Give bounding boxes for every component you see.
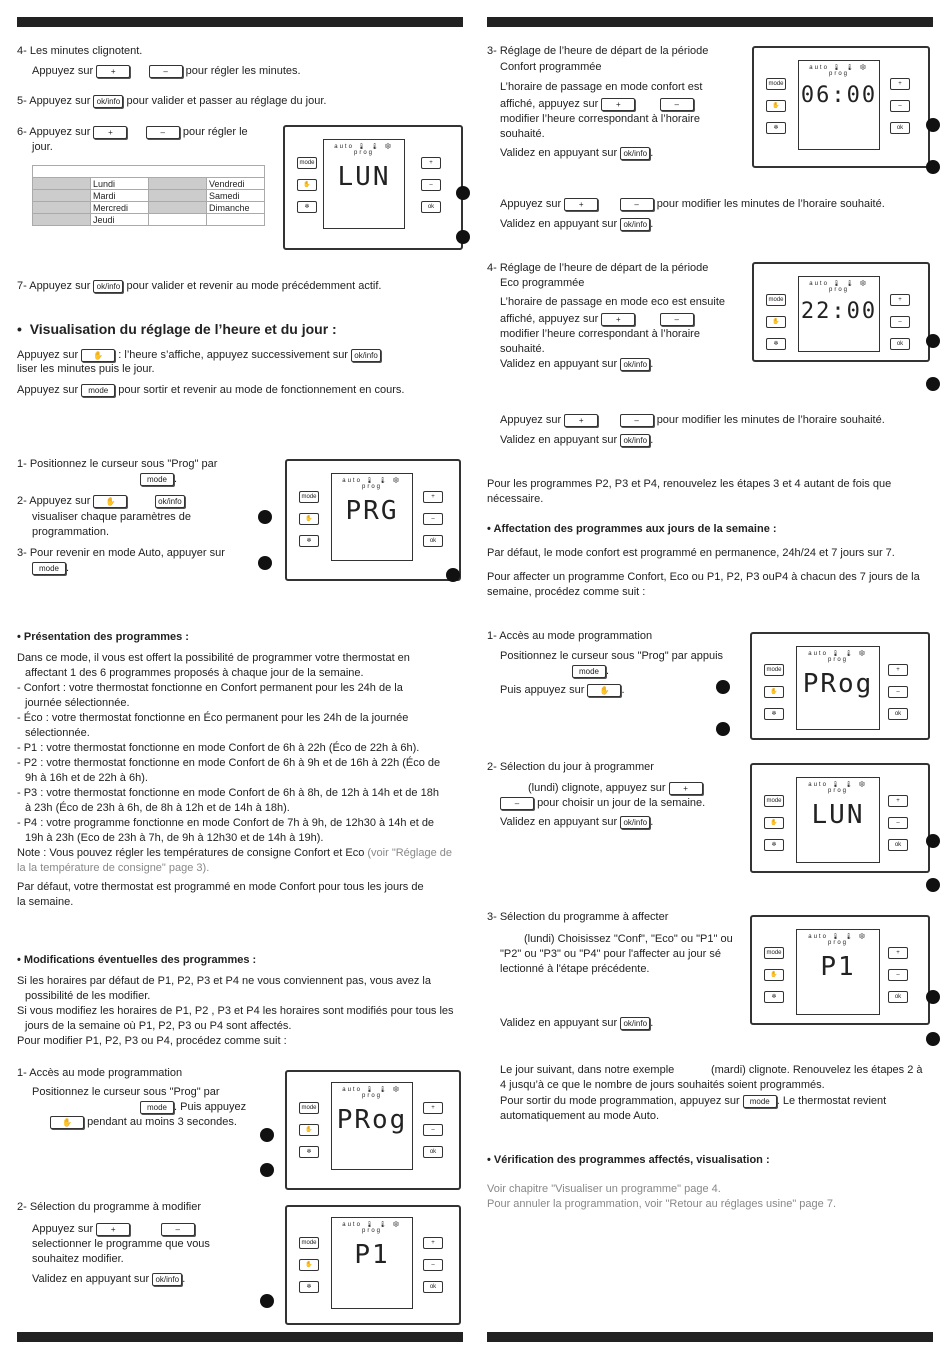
vis-line1: Appuyez sur ✋ : l’heure s’affiche, appuyez successivement sur ok/info (17, 348, 381, 363)
a-step-1: 1- Accès au mode programmation (487, 630, 653, 642)
r-step-4f: souhaité. (500, 343, 545, 355)
ok-info-button[interactable]: ok/info (620, 218, 650, 231)
hand-button-icon: ✋ (764, 686, 784, 698)
mode-button[interactable]: mode (81, 384, 115, 397)
display-text: PRG (345, 496, 399, 526)
fan-button-icon: ❄ (297, 201, 317, 213)
step-dot (926, 160, 940, 174)
hand-button-icon: ✋ (299, 1124, 319, 1136)
r-step-4h: Appuyez sur + – pour modifier les minutes de l’horaire souhaité. (500, 414, 885, 426)
minus-button-icon: – (888, 969, 908, 981)
pres-line: 9h à 16h et de 22h à 6h). (25, 772, 148, 784)
aff-text-2: Pour affecter un programme Confort, Eco ou P1, P2, P3 ouP4 à chacun des 7 jours de la (487, 571, 920, 583)
pres-line: - P4 : votre programme fonctionne en mode Confort de 7h à 9h, de 12h30 à 14h et de (17, 817, 435, 829)
plus-button-icon: + (888, 795, 908, 807)
r-step-4g: Validez en appuyant sur ok/info . (500, 358, 654, 370)
hand-button-icon: ✋ (764, 969, 784, 981)
step-7: 7- Appuyez sur ok/info pour valider et revenir au mode précédemment actif. (17, 280, 382, 292)
mode-button: mode (764, 664, 784, 676)
ok-info-button[interactable]: ok/info (93, 95, 123, 108)
ok-info-button: ok (888, 991, 908, 1003)
ok-info-button: ok (423, 535, 443, 547)
a-step-3c: "P2" ou "P3" ou "P4" pour l'affecter au jour sé (500, 948, 722, 960)
section-title: • Présentation des programmes : (17, 631, 189, 643)
step-dot (716, 680, 730, 694)
display-text: PRog (802, 669, 874, 699)
r-step-3e: modifier l’heure correspondant à l’horaire (500, 113, 700, 125)
step-6b: jour. (32, 141, 53, 153)
mode-button: mode (297, 157, 317, 169)
pres-line: - P3 : votre thermostat fonctionne en mode Confort de 6h à 8h, de 12h à 14h et de 18h (17, 787, 439, 799)
mode-button: mode (766, 78, 786, 90)
mod-step-1c: mode . Puis appuyez (140, 1100, 246, 1115)
hand-button-icon[interactable]: ✋ (93, 495, 127, 508)
a-step-1d: Puis appuyez sur ✋ . (500, 684, 625, 696)
aff-text-3: semaine, procédez comme suit : (487, 586, 646, 598)
thermostat-illustration: auto 🌡 🌡 ❄ prog LUN mode ✋ ❄ + – ok (750, 763, 930, 873)
mode-button: mode (299, 491, 319, 503)
mod-line: Si les horaires par défaut de P1, P2, P3 et P4 ne vous conviennent pas, vous avez la (17, 975, 431, 987)
display-text: 06:00 (800, 83, 878, 108)
step-dot (926, 834, 940, 848)
mode-button[interactable]: mode (140, 1101, 174, 1114)
ok-info-button: ok (423, 1281, 443, 1293)
fan-button-icon: ❄ (299, 535, 319, 547)
pres-line: affectant 1 des 6 programmes proposés à chaque jour de la semaine. (25, 667, 364, 679)
minus-button-icon: – (888, 686, 908, 698)
mod-line: possibilité de les modifier. (25, 990, 151, 1002)
mode-button: mode (299, 1102, 319, 1114)
r-step-3c: L’horaire de passage en mode confort est (500, 81, 703, 93)
hand-button-icon: ✋ (297, 179, 317, 191)
pres-line: sélectionnée. (25, 727, 90, 739)
r-step-4: 4- Réglage de l’heure de départ de la période (487, 262, 709, 274)
plus-button-icon[interactable]: + (96, 1223, 130, 1236)
step-dot (456, 186, 470, 200)
mode-button[interactable]: mode (32, 562, 66, 575)
pres-line: Dans ce mode, il vous est offert la possibilité de programmer votre thermostat en (17, 652, 410, 664)
r-step-3h: Appuyez sur + – pour modifier les minutes de l’horaire souhaité. (500, 198, 885, 210)
day-cell: Lundi (91, 178, 149, 190)
r-step-3f: souhaité. (500, 128, 545, 140)
r-step-4c: L’horaire de passage en mode eco est ensuite (500, 296, 726, 308)
fan-button-icon: ❄ (764, 839, 784, 851)
ok-info-button[interactable]: ok/info (620, 434, 650, 447)
minus-button-icon: – (423, 1259, 443, 1271)
mod-line: Si vous modifiez les horaires de P1, P2 , P3 et P4 les horaires sont modifiés pour tous les (17, 1005, 454, 1017)
pres-line: - P1 : votre thermostat fonctionne en mode Confort de 6h à 22h (Éco de 22h à 6h). (17, 742, 420, 754)
ok-info-button[interactable]: ok/info (620, 816, 650, 829)
step-dot (258, 510, 272, 524)
mod-step-2a: Appuyez sur + – (32, 1222, 258, 1237)
plus-button-icon: + (890, 294, 910, 306)
ok-info-button[interactable]: ok/info (351, 349, 381, 362)
prog-step-1b: mode . (140, 472, 177, 487)
section-title: • Vérification des programmes affectés, visualisation : (487, 1154, 770, 1166)
ok-info-button[interactable]: ok/info (155, 495, 185, 508)
a-step-3d: lectionné à l'étape précédente. (500, 963, 650, 975)
vis-line2: Appuyez sur mode pour sortir et revenir au mode de fonctionnement en cours. (17, 384, 405, 396)
default-text-2: la semaine. (17, 896, 74, 908)
a-step-2c: – pour choisir un jour de la semaine. (500, 796, 705, 811)
mode-button: mode (766, 294, 786, 306)
minus-button-icon[interactable]: – (620, 198, 654, 211)
r-step-4e: modifier l’heure correspondant à l’horaire (500, 328, 700, 340)
next-day-text: Le jour suivant, dans notre exemple (mardi) clignote. Renouvelez les étapes 2 à (500, 1064, 923, 1076)
aff-text: Par défaut, le mode confort est programmé en permanence, 24h/24 et 7 jours sur 7. (487, 547, 895, 559)
thermostat-illustration: auto 🌡 🌡 ❄ prog PRG mode ✋ ❄ + – ok (285, 459, 461, 581)
prog-step-2b: visualiser chaque paramètres de (32, 511, 191, 523)
section-title: • Visualisation du réglage de l’heure et du jour : (17, 321, 337, 337)
a-step-3: 3- Sélection du programme à affecter (487, 911, 669, 923)
display-text: 22:00 (800, 299, 878, 324)
plus-button-icon: + (888, 664, 908, 676)
mode-button[interactable]: mode (140, 473, 174, 486)
step-dot (926, 990, 940, 1004)
plus-button-icon[interactable]: + (601, 98, 635, 111)
day-cell: Dimanche (207, 202, 265, 214)
ver-text-2: Pour annuler la programmation, voir "Retour au réglages usine" page 7. (487, 1198, 837, 1210)
next-day-text-3: Pour sortir du mode programmation, appuyez sur mode . Le thermostat revient (500, 1095, 887, 1107)
r-step-4i: Validez en appuyant sur ok/info . (500, 434, 654, 446)
ok-info-button[interactable]: ok/info (152, 1273, 182, 1286)
step-4: 4- Les minutes clignotent. (17, 45, 143, 57)
r-step-3i: Validez en appuyant sur ok/info . (500, 218, 654, 230)
plus-button-icon[interactable]: + (93, 126, 127, 139)
mod-step-1b: Positionnez le curseur sous "Prog" par (32, 1086, 220, 1098)
top-bar-left (17, 17, 463, 27)
minus-button-icon[interactable]: – (620, 414, 654, 427)
default-text: Par défaut, votre thermostat est programmé en mode Confort pour tous les jours de (17, 881, 424, 893)
day-cell: Samedi (207, 190, 265, 202)
plus-button-icon: + (890, 78, 910, 90)
pres-line: journée sélectionnée. (25, 697, 130, 709)
mod-step-2: 2- Sélection du programme à modifier (17, 1201, 202, 1213)
days-table (32, 165, 265, 226)
ok-info-button: ok (421, 201, 441, 213)
step-dot (258, 556, 272, 570)
day-cell: Mercredi (91, 202, 149, 214)
day-cell: Mardi (91, 190, 149, 202)
minus-button-icon[interactable]: – (161, 1223, 195, 1236)
step-4b: Appuyez sur + – pour régler les minutes. (32, 65, 301, 77)
step-dot (260, 1294, 274, 1308)
a-step-2b: (lundi) clignote, appuyez sur + (528, 781, 703, 796)
minus-button-icon: – (890, 100, 910, 112)
next-day-text-2: 4 jusqu’à ce que le nombre de jours souhaités soient programmés. (500, 1079, 825, 1091)
hand-button-icon[interactable]: ✋ (587, 684, 621, 697)
minus-button-icon: – (421, 179, 441, 191)
step-5: 5- Appuyez sur ok/info pour valider et passer au réglage du jour. (17, 95, 327, 107)
hand-button-icon: ✋ (766, 316, 786, 328)
ok-info-button[interactable]: ok/info (620, 358, 650, 371)
minus-button-icon: – (423, 513, 443, 525)
ok-info-button[interactable]: ok/info (93, 280, 123, 293)
note-cont: la la température de consigne" page 3). (17, 862, 210, 874)
minus-button-icon[interactable]: – (500, 797, 534, 810)
r-step-3b: Confort programmée (500, 61, 602, 73)
prog-step-1: 1- Positionnez le curseur sous "Prog" par (17, 458, 218, 470)
a-step-2d: Validez en appuyant sur ok/info . (500, 816, 654, 828)
mod-line: jours de la semaine où P1, P2, P3 ou P4 sont affectés. (25, 1020, 292, 1032)
pres-line: - Confort : votre thermostat fonctionne en Confort permanent pour les 24h de la (17, 682, 403, 694)
minus-button-icon: – (890, 316, 910, 328)
day-cell: Jeudi (91, 214, 149, 226)
plus-button-icon[interactable]: + (564, 414, 598, 427)
minus-button-icon[interactable]: – (149, 65, 183, 78)
step-dot (926, 1032, 940, 1046)
step-dot (926, 377, 940, 391)
mode-button[interactable]: mode (572, 665, 606, 678)
repeat-text-2: nécessaire. (487, 493, 544, 505)
plus-button-icon[interactable]: + (564, 198, 598, 211)
fan-button-icon: ❄ (764, 991, 784, 1003)
step-6: 6- Appuyez sur + – pour régler le (17, 126, 248, 138)
ver-text: Voir chapitre "Visualiser un programme" page 4. (487, 1183, 721, 1195)
section-title: • Modifications éventuelles des programmes : (17, 954, 257, 966)
mod-line: Pour modifier P1, P2, P3 ou P4, procédez comme suit : (17, 1035, 287, 1047)
mod-step-2d: Validez en appuyant sur ok/info . (32, 1273, 186, 1285)
plus-button-icon: + (888, 947, 908, 959)
step-dot (456, 230, 470, 244)
step-dot (716, 722, 730, 736)
r-step-4d: affiché, appuyez sur + – (500, 312, 694, 327)
repeat-text: Pour les programmes P2, P3 et P4, renouvelez les étapes 3 et 4 autant de fois que (487, 478, 892, 490)
a-step-1b: Positionnez le curseur sous "Prog" par appuis (500, 650, 724, 662)
top-bar-right (487, 17, 933, 27)
plus-button-icon: + (423, 1102, 443, 1114)
fan-button-icon: ❄ (764, 708, 784, 720)
hand-button-icon: ✋ (764, 817, 784, 829)
mode-button: mode (764, 947, 784, 959)
mod-block (17, 974, 463, 1049)
vis-line1b: liser les minutes puis le jour. (17, 363, 155, 375)
minus-button-icon[interactable]: – (660, 98, 694, 111)
mod-step-2c: souhaitez modifier. (32, 1253, 124, 1265)
mode-button[interactable]: mode (743, 1095, 777, 1108)
pres-line: à 23h (Éco de 23h à 6h, de 8h à 12h et de 14h à 18h). (25, 802, 290, 814)
display-text: P1 (820, 952, 856, 982)
plus-button-icon[interactable]: + (601, 313, 635, 326)
hand-button-icon[interactable]: ✋ (81, 349, 115, 362)
mod-step-2b: selectionner le programme que vous (32, 1238, 210, 1250)
a-step-1c: mode . (572, 664, 609, 679)
ok-info-button: ok (890, 122, 910, 134)
hand-button-icon[interactable]: ✋ (50, 1116, 84, 1129)
pres-line: - P2 : votre thermostat fonctionne en mode Confort de 6h à 9h et de 16h à 22h (Éco de (17, 757, 441, 769)
thermostat-illustration: auto 🌡 🌡 ❄ prog 06:00 mode ✋ ❄ + – ok (752, 46, 930, 168)
ok-info-button[interactable]: ok/info (620, 1017, 650, 1030)
fan-button-icon: ❄ (766, 338, 786, 350)
step-dot (446, 568, 460, 582)
thermostat-illustration: auto 🌡 🌡 ❄ prog LUN mode ✋ ❄ + – ok (283, 125, 463, 250)
prog-step-2c: programmation. (32, 526, 110, 538)
minus-button-icon[interactable]: – (146, 126, 180, 139)
r-step-3d: affiché, appuyez sur + – (500, 97, 694, 112)
step-dot (260, 1163, 274, 1177)
display-text: LUN (337, 162, 391, 192)
minus-button-icon[interactable]: – (660, 313, 694, 326)
plus-button-icon: + (423, 1237, 443, 1249)
fan-button-icon: ❄ (299, 1146, 319, 1158)
step-dot (926, 118, 940, 132)
pres-line: - Éco : votre thermostat fonctionne en Éco permanent pour les 24h de la journée (17, 712, 409, 724)
pres-block (17, 651, 463, 846)
plus-button-icon[interactable]: + (669, 782, 703, 795)
prog-step-2: 2- Appuyez sur ✋ ok/info (17, 494, 185, 509)
hand-button-icon: ✋ (299, 513, 319, 525)
bottom-bar-left (17, 1332, 463, 1342)
a-step-2: 2- Sélection du jour à programmer (487, 761, 654, 773)
hand-button-icon: ✋ (766, 100, 786, 112)
prog-step-3: 3- Pour revenir en mode Auto, appuyer sur (17, 547, 225, 559)
hand-button-icon: ✋ (299, 1259, 319, 1271)
minus-button-icon: – (423, 1124, 443, 1136)
fan-button-icon: ❄ (299, 1281, 319, 1293)
thermostat-illustration: auto 🌡 🌡 ❄ prog P1 mode ✋ ❄ + – ok (750, 915, 930, 1025)
display-text: PRog (336, 1105, 408, 1135)
display-text: P1 (354, 1240, 390, 1270)
thermostat-illustration: auto 🌡 🌡 ❄ prog P1 mode ✋ ❄ + – ok (285, 1205, 461, 1325)
section-title: • Affectation des programmes aux jours de la semaine : (487, 523, 777, 535)
thermostat-illustration: auto 🌡 🌡 ❄ prog 22:00 mode ✋ ❄ + – ok (752, 262, 930, 362)
pres-line: 19h à 23h (Eco de 23h à 7h, de 9h à 12h30 et de 14h à 19h). (25, 832, 324, 844)
prog-step-3b: mode . (32, 561, 69, 576)
plus-button-icon[interactable]: + (96, 65, 130, 78)
minus-button-icon: – (888, 817, 908, 829)
r-step-4b: Eco programmée (500, 277, 585, 289)
note: Note : Vous pouvez régler les températures de consigne Confort et Eco (voir "Réglage de (17, 847, 452, 859)
step-dot (926, 878, 940, 892)
next-day-text-4: automatiquement au mode Auto. (500, 1110, 659, 1122)
plus-button-icon: + (423, 491, 443, 503)
fan-button-icon: ❄ (766, 122, 786, 134)
step-dot (260, 1128, 274, 1142)
ok-info-button: ok (888, 708, 908, 720)
mode-button: mode (764, 795, 784, 807)
thermostat-illustration: auto 🌡 🌡 ❄ prog PRog mode ✋ ❄ + – ok (285, 1070, 461, 1190)
mod-step-1: 1- Accès au mode programmation (17, 1067, 183, 1079)
a-step-3e: Validez en appuyant sur ok/info . (500, 1017, 654, 1029)
ok-info-button: ok (890, 338, 910, 350)
day-cell: Vendredi (207, 178, 265, 190)
a-step-3b: (lundi) Choisissez "Conf", "Eco" ou "P1" ou (524, 933, 733, 945)
mod-step-1d: ✋ pendant au moins 3 secondes. (50, 1115, 237, 1130)
ok-info-button: ok (423, 1146, 443, 1158)
display-text: LUN (811, 800, 865, 830)
plus-button-icon: + (421, 157, 441, 169)
r-step-3: 3- Réglage de l’heure de départ de la période (487, 45, 709, 57)
bottom-bar-right (487, 1332, 933, 1342)
thermostat-illustration: auto 🌡 🌡 ❄ prog PRog mode ✋ ❄ + – ok (750, 632, 930, 740)
r-step-3g: Validez en appuyant sur ok/info . (500, 147, 654, 159)
step-dot (926, 334, 940, 348)
ok-info-button: ok (888, 839, 908, 851)
mode-button: mode (299, 1237, 319, 1249)
ok-info-button[interactable]: ok/info (620, 147, 650, 160)
